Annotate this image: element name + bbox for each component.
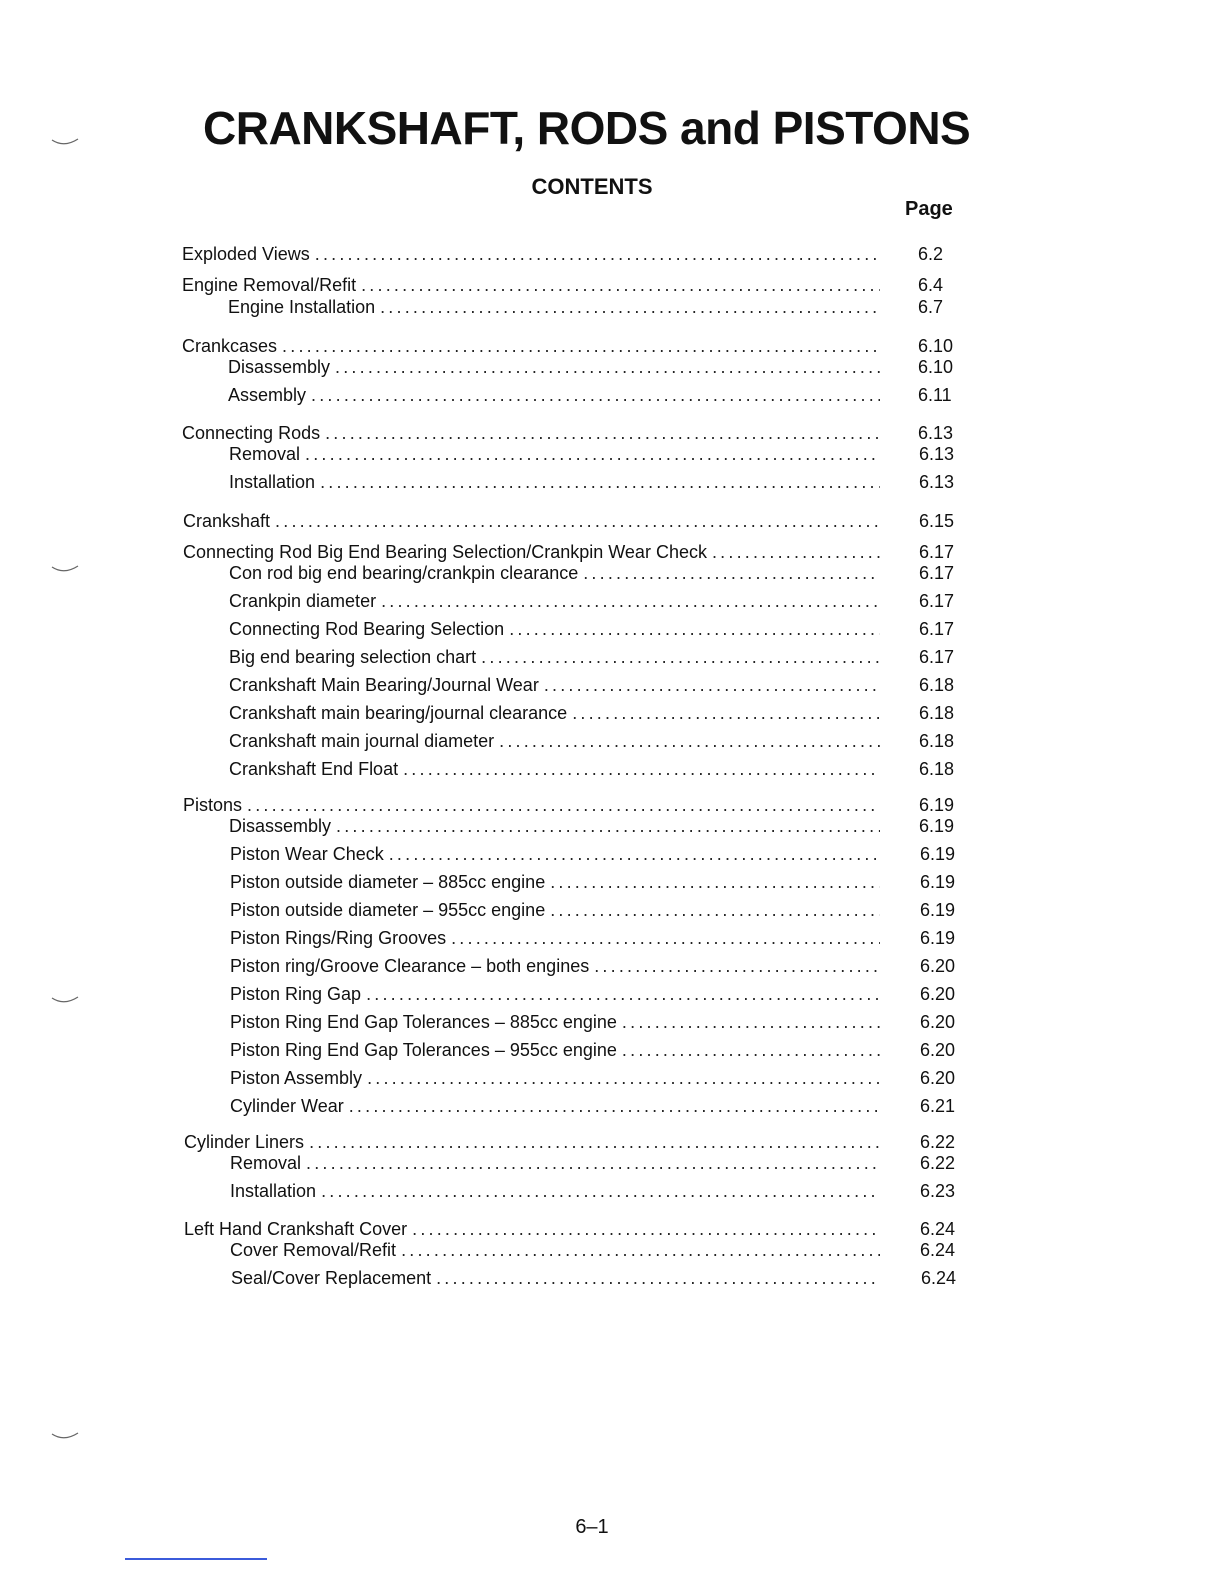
- page-column-header: Page: [905, 198, 953, 220]
- toc-leader-dots: [320, 470, 880, 494]
- toc-leader-dots: [336, 814, 880, 838]
- toc-entry-page: 6.10: [918, 336, 954, 356]
- toc-entry-page: 6.24: [921, 1268, 957, 1288]
- toc-entry[interactable]: [230, 1066, 884, 1090]
- toc-entry-label: Crankshaft main bearing/journal clearance: [229, 703, 568, 723]
- toc-entry-page: 6.20: [920, 1040, 956, 1060]
- page-title: CRANKSHAFT, RODS and PISTONS: [203, 102, 971, 154]
- toc-entry-page: 6.11: [918, 385, 952, 405]
- toc-entry[interactable]: [230, 954, 884, 978]
- toc-entry[interactable]: [230, 898, 884, 922]
- toc-entry-label: Assembly: [228, 385, 307, 405]
- toc-entry-label: Connecting Rod Bearing Selection: [229, 619, 505, 639]
- toc-entry-page: 6.21: [920, 1096, 956, 1116]
- toc-entry[interactable]: [229, 673, 884, 697]
- toc-entry-label: Piston Ring Gap: [230, 984, 362, 1004]
- toc-entry[interactable]: [230, 982, 884, 1006]
- toc-leader-dots: [311, 383, 880, 407]
- toc-entry-page: 6.24: [920, 1240, 956, 1260]
- toc-leader-dots: [451, 926, 880, 950]
- binding-mark-icon: [50, 136, 80, 148]
- toc-entry-label: Piston outside diameter – 885cc engine: [230, 872, 546, 892]
- toc-leader-dots: [306, 1151, 880, 1175]
- toc-entry[interactable]: [229, 814, 884, 838]
- toc-entry[interactable]: [229, 617, 884, 641]
- toc-entry-page: 6.4: [918, 275, 944, 295]
- toc-entry-label: Crankshaft Main Bearing/Journal Wear: [229, 675, 539, 695]
- toc-entry[interactable]: [230, 870, 884, 894]
- toc-entry-label: Piston Assembly: [230, 1068, 363, 1088]
- toc-entry-label: Engine Installation: [228, 297, 376, 317]
- toc-leader-dots: [305, 442, 880, 466]
- toc-entry-page: 6.22: [920, 1153, 956, 1173]
- toc-entry-label: Crankshaft End Float: [229, 759, 399, 779]
- toc-entry[interactable]: [228, 295, 884, 319]
- toc-entry-label: Crankcases: [182, 336, 278, 356]
- toc-entry[interactable]: [229, 645, 884, 669]
- toc-entry-page: 6.19: [920, 900, 956, 920]
- toc-entry-page: 6.17: [919, 591, 955, 611]
- toc-entry[interactable]: [229, 701, 884, 725]
- toc-entry[interactable]: [230, 1179, 884, 1203]
- toc-entry-page: 6.19: [920, 844, 956, 864]
- toc-entry-label: Piston Ring End Gap Tolerances – 885cc engine: [230, 1012, 617, 1032]
- toc-entry-page: 6.24: [920, 1219, 956, 1239]
- toc-entry-label: Piston Rings/Ring Grooves: [230, 928, 447, 948]
- toc-entry-page: 6.20: [920, 1012, 956, 1032]
- toc-entry-label: Pistons: [183, 795, 243, 815]
- toc-entry-label: Cylinder Wear: [230, 1096, 344, 1116]
- toc-leader-dots: [594, 954, 880, 978]
- toc-leader-dots: [401, 1238, 880, 1262]
- contents-heading: CONTENTS: [531, 174, 653, 199]
- toc-entry[interactable]: [230, 1094, 884, 1118]
- toc-entry-page: 6.13: [919, 444, 955, 464]
- toc-entry-label: Crankshaft main journal diameter: [229, 731, 495, 751]
- toc-entry-label: Cylinder Liners: [184, 1132, 305, 1152]
- toc-entry-label: Installation: [230, 1181, 317, 1201]
- toc-leader-dots: [550, 870, 880, 894]
- toc-entry[interactable]: [228, 355, 884, 379]
- toc-entry-page: 6.19: [920, 928, 956, 948]
- toc-entry-page: 6.18: [919, 703, 955, 723]
- toc-entry-label: Piston Wear Check: [230, 844, 384, 864]
- toc-entry[interactable]: [230, 842, 884, 866]
- toc-leader-dots: [403, 757, 880, 781]
- toc-leader-dots: [321, 1179, 880, 1203]
- toc-entry[interactable]: [229, 561, 884, 585]
- toc-leader-dots: [349, 1094, 880, 1118]
- toc-entry-label: Crankpin diameter: [229, 591, 377, 611]
- binding-mark-icon: [50, 994, 80, 1006]
- toc-entry-page: 6.22: [920, 1132, 956, 1152]
- toc-entry-label: Removal: [229, 444, 301, 464]
- toc-entry-page: 6.15: [919, 511, 955, 531]
- toc-entry-label: Exploded Views: [182, 244, 310, 264]
- toc-entry-label: Disassembly: [229, 816, 332, 836]
- toc-entry-page: 6.19: [919, 795, 955, 815]
- toc-entry-label: Seal/Cover Replacement: [231, 1268, 432, 1288]
- binding-mark-icon: [50, 1430, 80, 1442]
- toc-entry[interactable]: [229, 757, 884, 781]
- toc-leader-dots: [583, 561, 880, 585]
- toc-leader-dots: [572, 701, 880, 725]
- toc-entry-page: 6.20: [920, 1068, 956, 1088]
- toc-entry-page: 6.13: [919, 472, 955, 492]
- toc-entry-page: 6.18: [919, 759, 955, 779]
- toc-entry-page: 6.7: [918, 297, 944, 317]
- toc-entry-label: Big end bearing selection chart: [229, 647, 477, 667]
- toc-entry-label: Piston ring/Groove Clearance – both engines: [230, 956, 590, 976]
- toc-leader-dots: [622, 1010, 880, 1034]
- toc-entry[interactable]: [229, 589, 884, 613]
- toc-leader-dots: [366, 982, 880, 1006]
- toc-entry-label: Installation: [229, 472, 316, 492]
- toc-entry[interactable]: [230, 1038, 884, 1062]
- toc-entry[interactable]: [229, 442, 884, 466]
- toc-entry[interactable]: [231, 1266, 884, 1290]
- toc-entry-page: 6.17: [919, 619, 955, 639]
- toc-entry-label: Connecting Rods: [182, 423, 321, 443]
- toc-entry[interactable]: [182, 242, 884, 266]
- toc-entry[interactable]: [230, 1010, 884, 1034]
- toc-leader-dots: [380, 295, 880, 319]
- toc-leader-dots: [436, 1266, 880, 1290]
- toc-entry[interactable]: [230, 926, 884, 950]
- toc-entry-page: 6.13: [918, 423, 954, 443]
- toc-leader-dots: [622, 1038, 880, 1062]
- toc-entry-label: Cover Removal/Refit: [230, 1240, 397, 1260]
- toc-entry-label: Removal: [230, 1153, 302, 1173]
- toc-leader-dots: [544, 673, 880, 697]
- toc-leader-dots: [499, 729, 880, 753]
- binding-mark-icon: [50, 563, 80, 575]
- toc-entry-label: Crankshaft: [183, 511, 271, 531]
- toc-entry[interactable]: [182, 273, 884, 297]
- toc-entry[interactable]: [229, 729, 884, 753]
- toc-entry-page: 6.17: [919, 647, 955, 667]
- toc-leader-dots: [367, 1066, 880, 1090]
- toc-entry[interactable]: [230, 1151, 884, 1175]
- toc-leader-dots: [275, 509, 880, 533]
- toc-entry-page: 6.20: [920, 984, 956, 1004]
- toc-leader-dots: [335, 355, 880, 379]
- toc-entry-label: Piston outside diameter – 955cc engine: [230, 900, 546, 920]
- toc-entry-page: 6.10: [918, 357, 954, 377]
- toc-entry-label: Left Hand Crankshaft Cover: [184, 1219, 408, 1239]
- toc-entry-page: 6.18: [919, 731, 955, 751]
- toc-entry-page: 6.17: [919, 542, 955, 562]
- toc-entry-page: 6.20: [920, 956, 956, 976]
- toc-entry-page: 6.23: [920, 1181, 956, 1201]
- toc-leader-dots: [381, 589, 880, 613]
- toc-entry-label: Engine Removal/Refit: [182, 275, 357, 295]
- page-number: 6–1: [575, 1516, 609, 1538]
- toc-entry-label: Piston Ring End Gap Tolerances – 955cc engine: [230, 1040, 617, 1060]
- toc-entry[interactable]: [228, 383, 884, 407]
- toc-leader-dots: [550, 898, 880, 922]
- toc-leader-dots: [315, 242, 880, 266]
- toc-entry[interactable]: [183, 509, 884, 533]
- bottom-rule: [125, 1558, 267, 1560]
- toc-entry-page: 6.17: [919, 563, 955, 583]
- toc-leader-dots: [361, 273, 880, 297]
- toc-entry-page: 6.2: [918, 244, 944, 264]
- toc-leader-dots: [389, 842, 880, 866]
- toc-leader-dots: [509, 617, 880, 641]
- toc-leader-dots: [481, 645, 880, 669]
- toc-entry-label: Disassembly: [228, 357, 331, 377]
- toc-entry[interactable]: [230, 1238, 884, 1262]
- toc-entry-page: 6.18: [919, 675, 955, 695]
- toc-entry-label: Con rod big end bearing/crankpin clearance: [229, 563, 579, 583]
- toc-entry-page: 6.19: [920, 872, 956, 892]
- toc-entry-label: Connecting Rod Big End Bearing Selection/Crankpin Wear Check: [183, 542, 707, 562]
- toc-entry[interactable]: [229, 470, 884, 494]
- toc-entry-page: 6.19: [919, 816, 955, 836]
